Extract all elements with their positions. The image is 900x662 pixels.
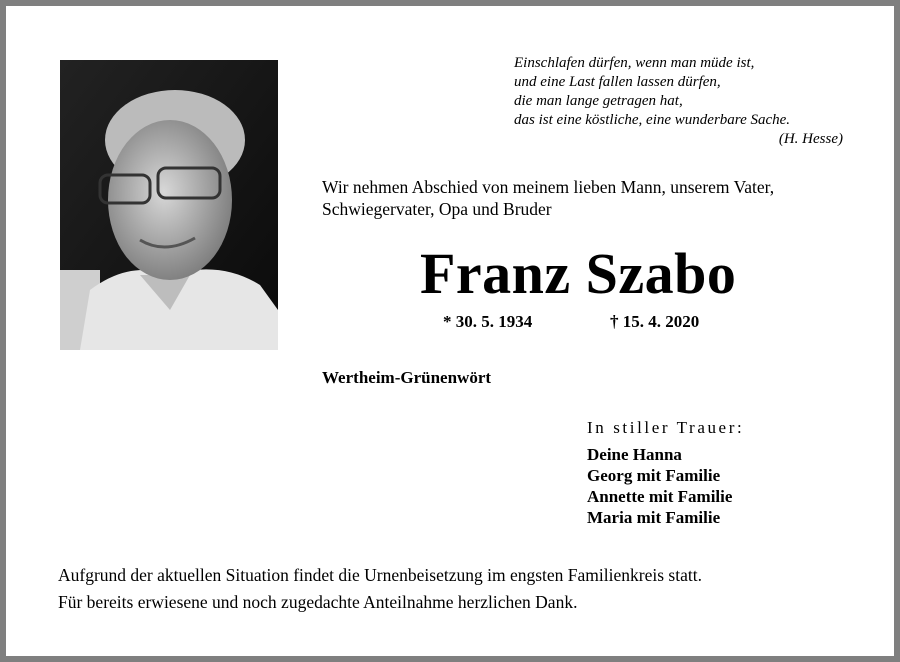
family-member: Georg mit Familie <box>587 466 721 485</box>
family-member: Deine Hanna <box>587 445 682 464</box>
poem-line: das ist eine köstliche, eine wunderbare Sache. <box>514 112 791 128</box>
portrait-photo <box>60 60 278 350</box>
poem-line: die man lange getragen hat, <box>514 93 683 109</box>
mourning-label: In stiller Trauer: <box>587 418 745 437</box>
poem-line: Einschlafen dürfen, wenn man müde ist, <box>514 55 755 71</box>
intro-line: Schwiegervater, Opa und Bruder <box>322 199 552 219</box>
poem <box>514 54 843 149</box>
footer-text <box>58 562 702 616</box>
family-member: Annette mit Familie <box>587 487 733 506</box>
footer-line: Für bereits erwiesene und noch zugedachte Anteilnahme herzlichen Dank. <box>58 592 578 612</box>
place: Wertheim-Grünenwört <box>322 368 492 387</box>
family-list <box>587 444 732 528</box>
death-date: † 15. 4. 2020 <box>610 312 700 331</box>
intro-line: Wir nehmen Abschied von meinem lieben Mann, unserem Vater, <box>322 177 775 197</box>
family-member: Maria mit Familie <box>587 508 721 527</box>
footer-line: Aufgrund der aktuellen Situation findet die Urnenbeisetzung im engsten Familienkreis statt. <box>58 565 702 585</box>
intro-text <box>322 176 774 220</box>
poem-author: (H. Hesse) <box>778 131 843 147</box>
deceased-name: Franz Szabo <box>420 241 737 306</box>
poem-line: und eine Last fallen lassen dürfen, <box>514 74 721 90</box>
birth-date: * 30. 5. 1934 <box>443 312 533 331</box>
